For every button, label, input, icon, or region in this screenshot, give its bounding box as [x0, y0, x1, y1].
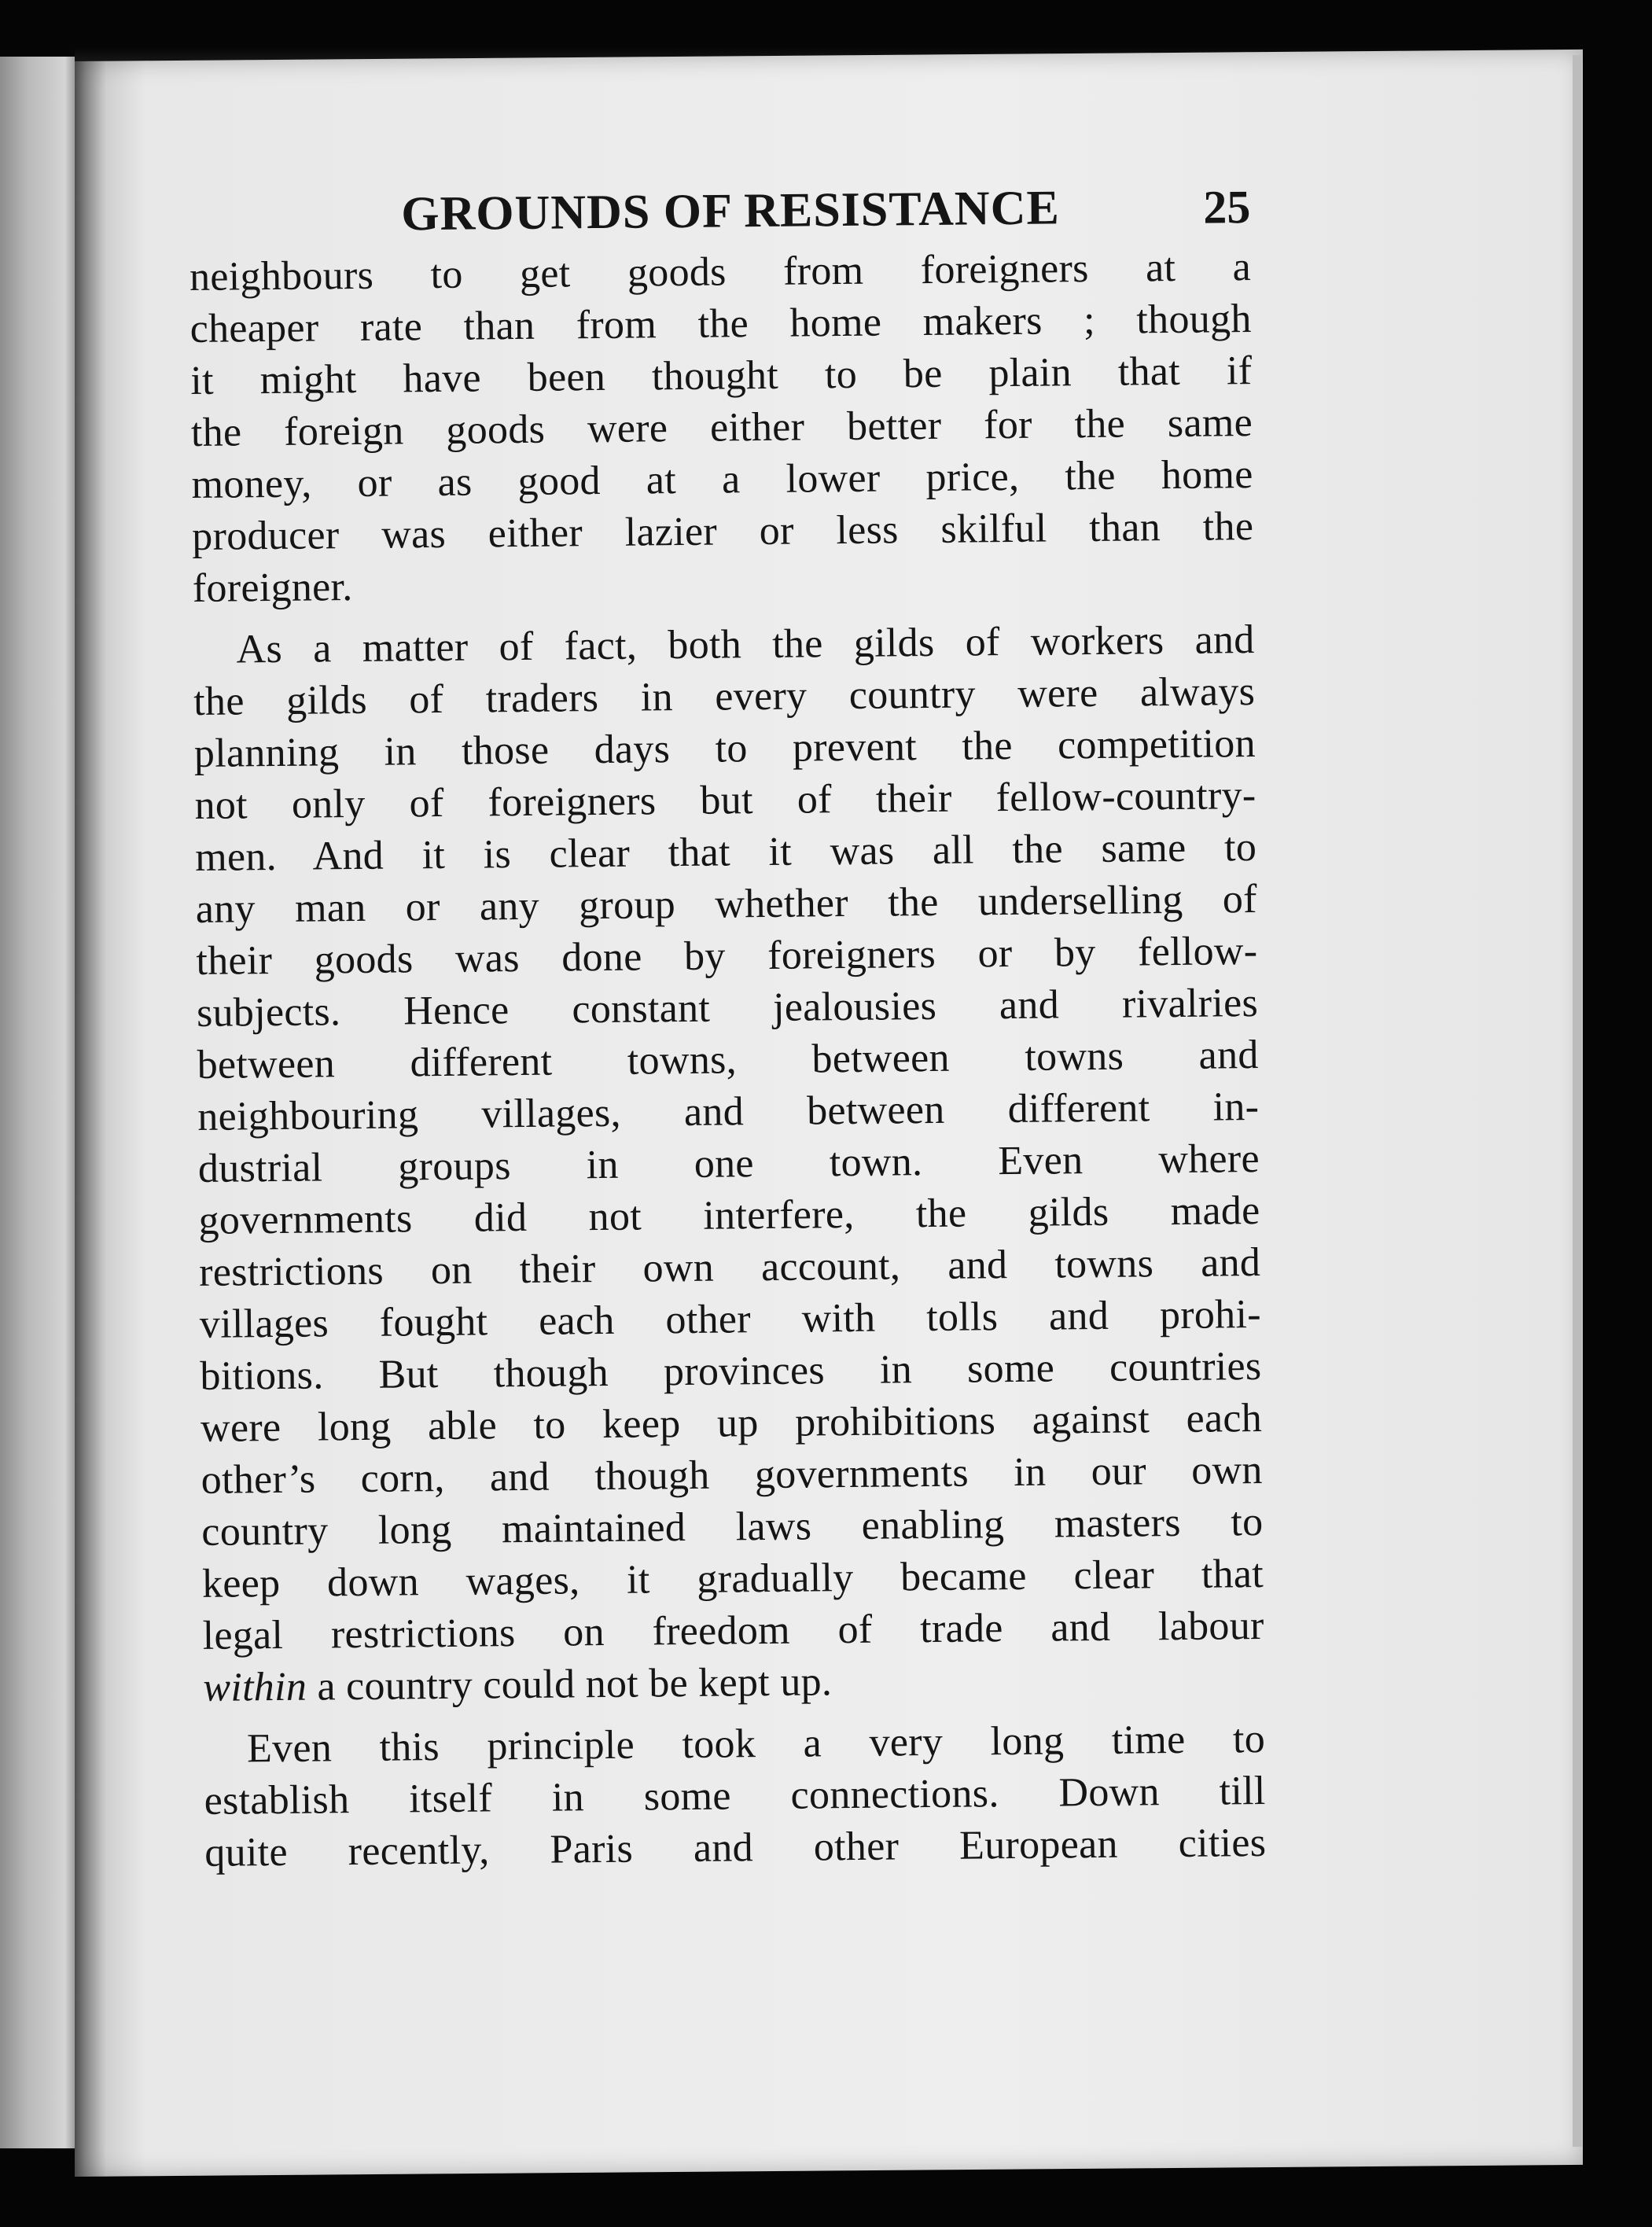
page-number: 25	[1202, 181, 1251, 234]
text-line: money, or as good at a lower price, the home	[191, 452, 1253, 507]
text-line: bitions. But though provinces in some countries	[200, 1343, 1262, 1399]
text-line: keep down wages, it gradually became clear that	[201, 1551, 1264, 1607]
text-line: neighbouring villages, and between different in-	[197, 1084, 1260, 1139]
text-line: dustrial groups in one town. Even where	[197, 1136, 1260, 1191]
text-line: other’s corn, and though governments in our own	[201, 1447, 1263, 1503]
text-line: Even this principle took a very long time to	[246, 1716, 1266, 1772]
text-line: producer was either lazier or less skilful than the	[191, 504, 1254, 559]
text-line: foreigner.	[192, 565, 353, 611]
text-line: their goods was done by foreigners or by fellow-	[196, 928, 1258, 984]
text-line: the gilds of traders in every country were always	[193, 669, 1256, 724]
text-span: a country could not be kept up.	[306, 1659, 833, 1710]
text-line: As a matter of fact, both the gilds of workers and	[236, 617, 1255, 672]
running-head	[189, 179, 1251, 252]
paragraph-3	[204, 1714, 1267, 1879]
text-line: villages fought each other with tolls and prohi-	[199, 1291, 1262, 1347]
text-line: country long maintained laws enabling masters to	[201, 1499, 1264, 1555]
text-line: the foreign goods were either better for the same	[190, 400, 1253, 455]
text-line: not only of foreigners but of their fellow-country-	[194, 773, 1256, 828]
text-line: between different towns, between towns and	[197, 1032, 1259, 1088]
text-line: planning in those days to prevent the competition	[193, 721, 1256, 776]
text-line: legal restrictions on freedom of trade and labour	[202, 1603, 1264, 1658]
text-line: cheaper rate than from the home makers ; though	[189, 296, 1252, 352]
running-head-title: GROUNDS OF RESISTANCE	[400, 181, 1061, 241]
page-content	[189, 179, 1267, 1879]
text-line: men. And it is clear that it was all the same to	[194, 825, 1257, 880]
text-line: neighbours to get goods from foreigners at a	[189, 245, 1252, 300]
text-line: establish itself in some connections. Down till	[204, 1768, 1266, 1824]
text-line: subjects. Hence constant jealousies and rivalries	[196, 980, 1259, 1036]
text-line: restrictions on their own account, and towns and	[198, 1239, 1261, 1295]
paragraph-2	[193, 614, 1264, 1714]
italic-word: within	[203, 1664, 307, 1710]
text-line: were long able to keep up prohibitions against each	[200, 1395, 1263, 1451]
text-line: governments did not interfere, the gilds made	[198, 1187, 1260, 1243]
paragraph-1	[189, 241, 1254, 615]
text-line: any man or any group whether the underselling of	[195, 877, 1258, 932]
text-line: quite recently, Paris and other European cities	[204, 1820, 1267, 1875]
text-line: it might have been thought to be plain that if	[190, 348, 1253, 403]
page-right-edge	[1573, 55, 1582, 2147]
